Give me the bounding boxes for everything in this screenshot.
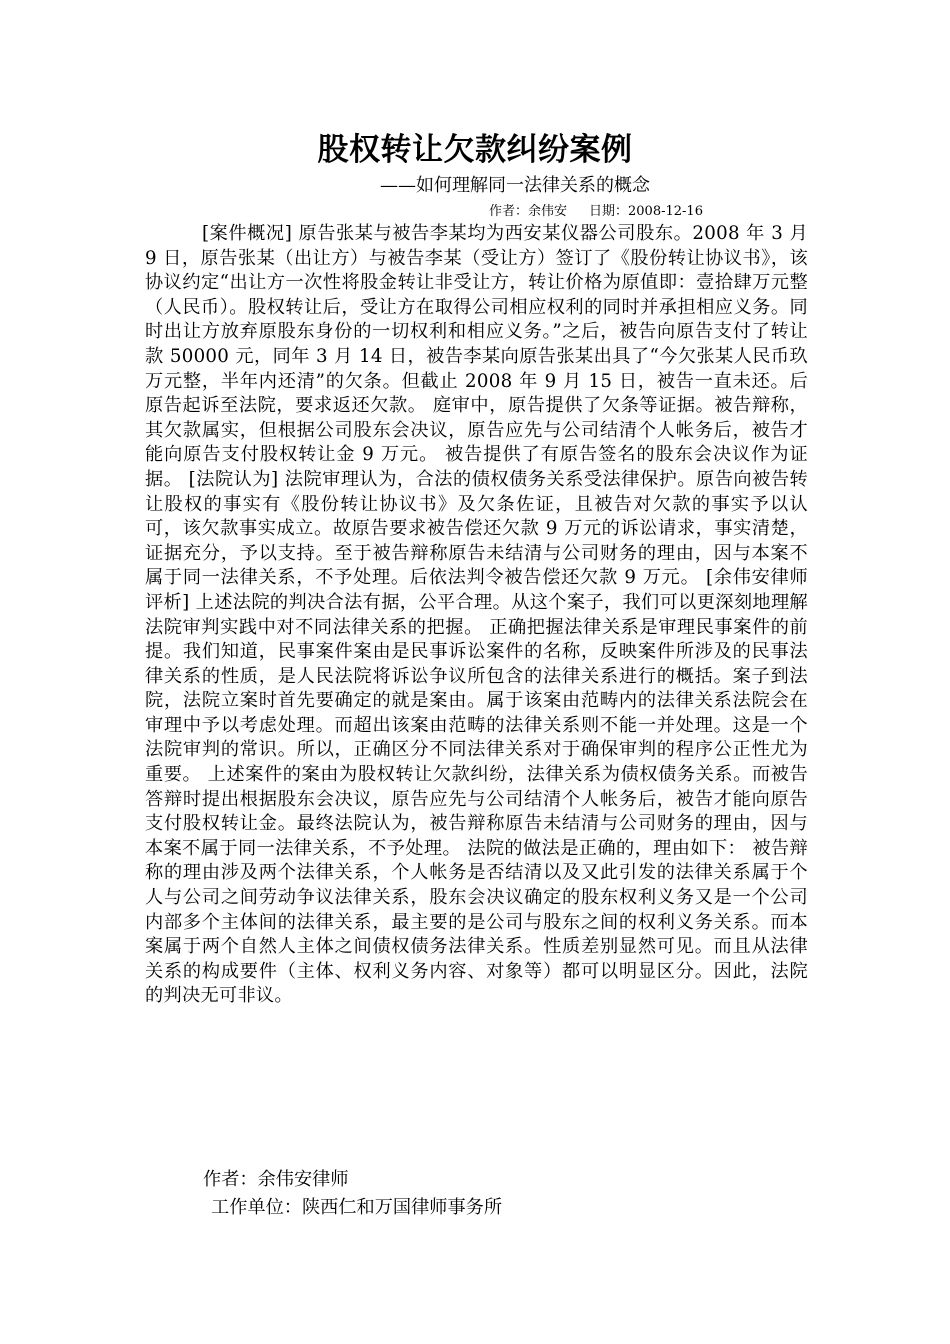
meta-date: 日期：2008-12-16 xyxy=(589,204,703,219)
document-title: 股权转让欠款纠纷案例 xyxy=(317,132,633,168)
document-body: [案件概况] 原告张某与被告李某均为西安某仪器公司股东。2008 年 3 月 9 日，原告张某（出让方）与被告李某（受让方）签订了《股份转让协议书》，该协议约定“出让方一次性将股金转让非受让方，转让价格为原值即：壹拾肆万元整（人民币）。股权转让后，受让方在取得公司相应权利的同时并承担相应义务。同时出让方放弃原股东身份的一切权利和相应义务。”之后，被告向原告支付了转让款 50000 元，同年 3 月 14 日，被告李某向原告张某出具了“今欠张某人民币玖万元整，半年内还清”的欠条。但截止 2008 年 9 月 15 日，被告一直未还。后原告起诉至法院，要求返还欠款。 庭审中，原告提供了欠条等证据。被告辩称，其欠款属实，但根据公司股东会决议，原告应先与公司结清个人帐务后，被告才能向原告支付股权转让金 9 万元。 被告提供了有原告签名的股东会决议作为证据。 [法院认为] 法院审理认为，合法的债权债务关系受法律保护。原告向被告转让股权的事实有《股份转让协议书》及欠条佐证，且被告对欠款的事实予以认可，该欠款事实成立。故原告要求被告偿还欠款 9 万元的诉讼请求，事实清楚，证据充分，予以支持。至于被告辩称原告未结清与公司财务的理由，因与本案不属于同一法律关系，不予处理。后依法判令被告偿还欠款 9 万元。 [余伟安律师评析] 上述法院的判决合法有据，公平合理。从这个案子，我们可以更深刻地理解法院审判实践中对不同法律关系的把握。 正确把握法律关系是审理民事案件的前提。我们知道，民事案件案由是民事诉讼案件的名称，反映案件所涉及的民事法律关系的性质，是人民法院将诉讼争议所包含的法律关系进行的概括。案子到法院，法院立案时首先要确定的就是案由。属于该案由范畴内的法律关系法院会在审理中予以考虑处理。而超出该案由范畴的法律关系则不能一并处理。这是一个法院审判的常识。所以，正确区分不同法律关系对于确保审判的程序公正性尤为重要。 上述案件的案由为股权转让欠款纠纷，法律关系为债权债务关系。而被告答辩时提出根据股东会决议，原告应先与公司结清个人帐务后，被告才能向原告支付股权转让金。最终法院认为，被告辩称原告未结清与公司财务的理由，因与本案不属于同一法律关系，不予处理。 法院的做法是正确的，理由如下： 被告辩称的理由涉及两个法律关系，个人帐务是否结清以及又此引发的法律关系属于个人与公司之间劳动争议法律关系，股东会决议确定的股东权利义务又是一个公司内部多个主体间的法律关系，最主要的是公司与股东之间的权利义务关系。而本案属于两个自然人主体之间债权债务法律关系。性质差别显然可见。而且从法律关系的构成要件（主体、权利义务内容、对象等）都可以明显区分。因此，法院的判决无可非议。 xyxy=(145,223,808,1007)
document-meta xyxy=(489,203,703,221)
document-subtitle: ——如何理解同一法律关系的概念 xyxy=(380,175,650,196)
signature-unit: 工作单位：陕西仁和万国律师事务所 xyxy=(211,1197,503,1218)
meta-author: 作者：余伟安 xyxy=(489,204,568,219)
signature-author: 作者：余伟安律师 xyxy=(203,1169,349,1190)
